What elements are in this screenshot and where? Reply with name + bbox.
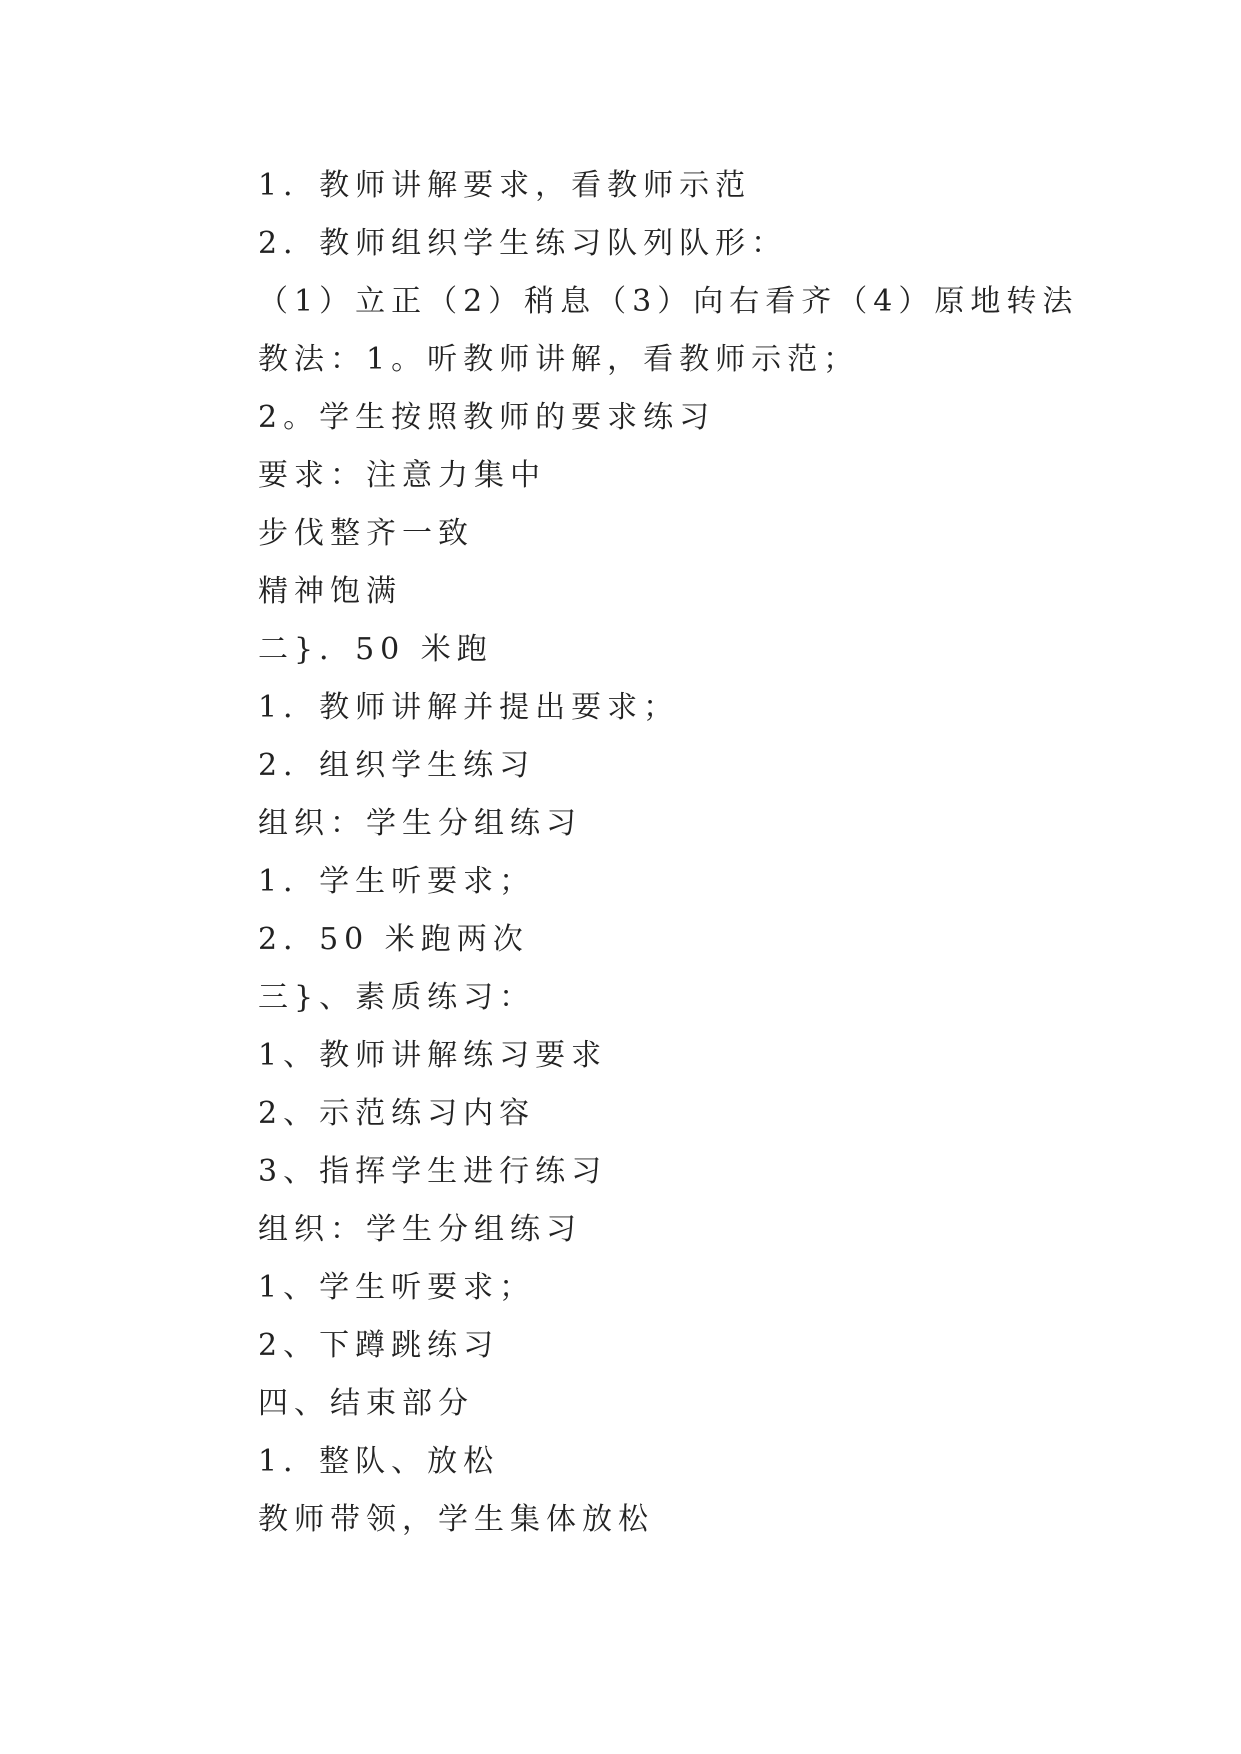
text-line: 2、下蹲跳练习 xyxy=(258,1328,500,1363)
section-heading: 三}、素质练习： xyxy=(258,980,536,1015)
text-line: 要求：注意力集中 xyxy=(258,458,546,493)
text-line: 2。学生按照教师的要求练习 xyxy=(258,400,716,435)
text-line: 1、学生听要求； xyxy=(258,1270,536,1305)
text-line: 教师带领，学生集体放松 xyxy=(258,1502,654,1537)
text-line: 1．整队、放松 xyxy=(258,1444,500,1479)
text-line: 2．教师组织学生练习队列队形： xyxy=(258,226,788,261)
section-heading: 二}．50 米跑 xyxy=(258,632,493,667)
text-line: 步伐整齐一致 xyxy=(258,516,474,551)
section-heading: 四、结束部分 xyxy=(258,1386,474,1421)
text-line: 1、教师讲解练习要求 xyxy=(258,1038,608,1073)
text-line: 1．学生听要求； xyxy=(258,864,536,899)
text-line: 2．组织学生练习 xyxy=(258,748,536,783)
text-line: （1）立正（2）稍息（3）向右看齐（4）原地转法 xyxy=(258,284,1079,319)
text-line: 1．教师讲解并提出要求； xyxy=(258,690,680,725)
text-line: 精神饱满 xyxy=(258,574,402,609)
document-body xyxy=(258,157,1158,1549)
text-line: 2、示范练习内容 xyxy=(258,1096,536,1131)
text-line: 组织：学生分组练习 xyxy=(258,1212,582,1247)
text-line: 3、指挥学生进行练习 xyxy=(258,1154,608,1189)
text-line: 教法：1。听教师讲解，看教师示范； xyxy=(258,342,860,377)
text-line: 1．教师讲解要求，看教师示范 xyxy=(258,168,752,203)
text-line: 组织：学生分组练习 xyxy=(258,806,582,841)
text-line: 2．50 米跑两次 xyxy=(258,922,529,957)
